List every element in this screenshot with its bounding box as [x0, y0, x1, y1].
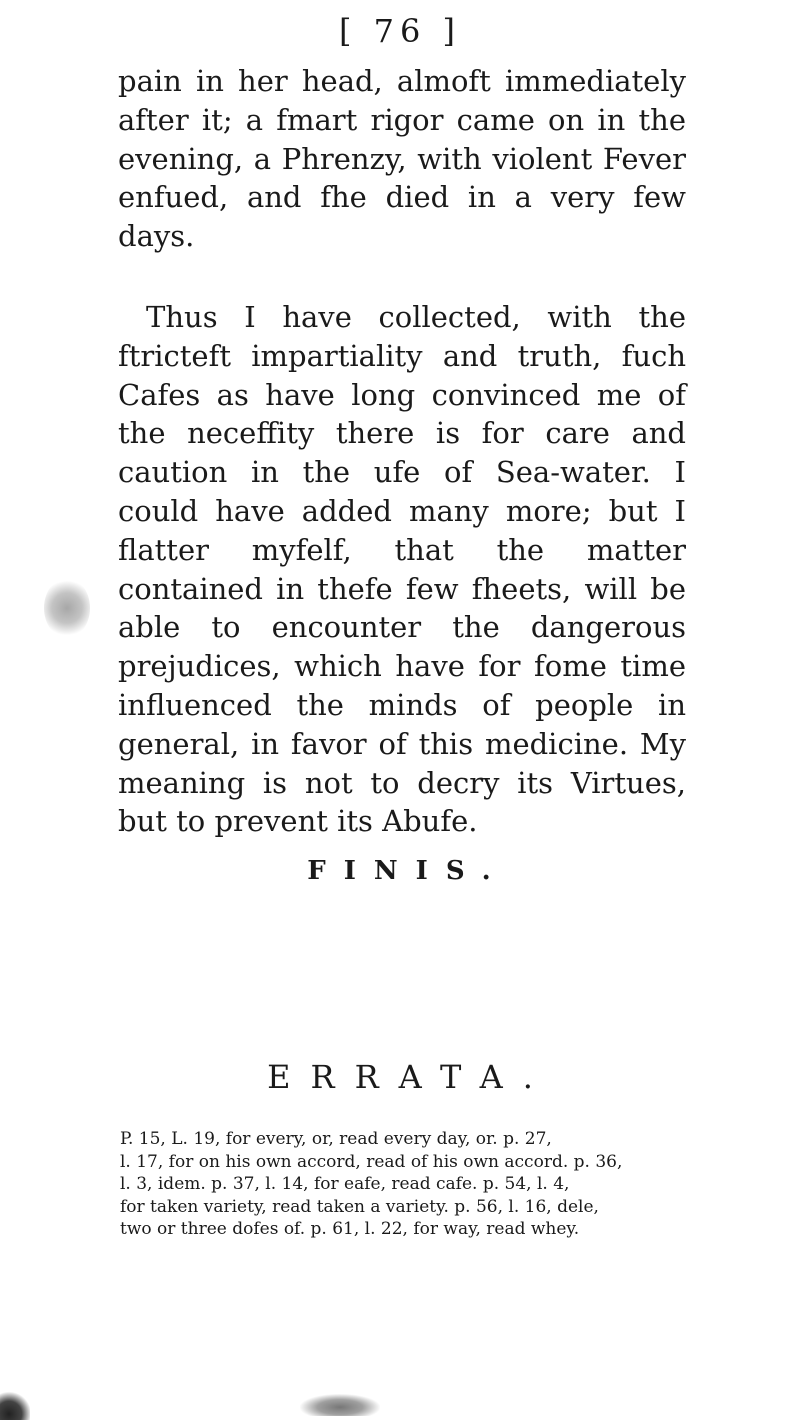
errata-line: l. 3, idem. p. 37, l. 14, for eafe, read cafe. p. 54, l. 4, [120, 1174, 570, 1195]
errata-line: for taken variety, read taken a variety. p. 56, l. 16, dele, [120, 1196, 599, 1217]
paper-stain [44, 578, 90, 638]
errata-title: ERRATA. [267, 1058, 553, 1096]
errata-line: l. 17, for on his own accord, read of his own accord. p. 36, [120, 1151, 623, 1172]
body-text [118, 62, 686, 841]
paragraph-1: pain in her head, almoft immediately after it; a fmart rigor came on in the evening, a Phrenzy, with violent Fever enfued, and fhe died in a very few days. [118, 64, 686, 254]
errata-line: two or three dofes of. p. 61, l. 22, for way, read whey. [120, 1219, 580, 1240]
errata-line: P. 15, L. 19, for every, or, read every day, or. p. 27, [120, 1129, 552, 1149]
finis-heading: FINIS. [307, 856, 509, 886]
page-number: [ 76 ] [338, 12, 462, 50]
errata-list [120, 1128, 686, 1241]
ink-smudge [0, 1390, 30, 1420]
ink-smudge [300, 1394, 380, 1416]
paragraph-2: Thus I have collected, with the ftricteft impartiality and truth, fuch Cafes as have long convinced me of the neceffity there is for care and caution in the ufe of Sea-water. I could have added many more; but I flatter myfelf, that the matter contained in thefe few fheets, will be able to encounter the dangerous prejudices, which have for fome time influenced the minds of people in general, in favor of this medicine. My meaning is not to decry its Virtues, but to prevent its Abufe. [118, 299, 686, 839]
